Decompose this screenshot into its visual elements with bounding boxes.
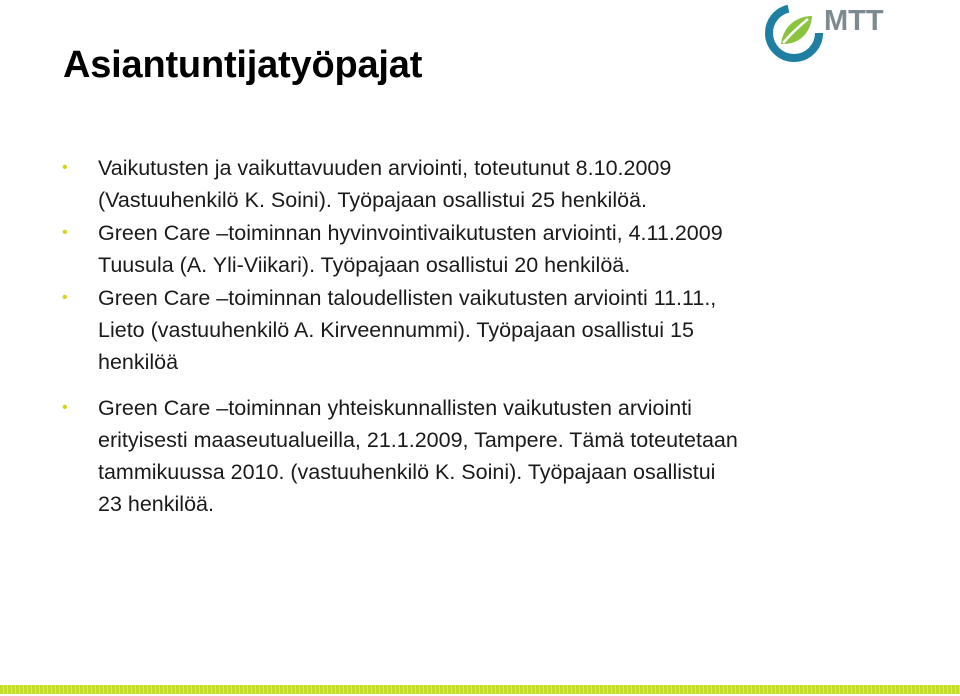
bullet-marker-icon: • [62, 159, 68, 176]
bullet-1-line-1: Vaikutusten ja vaikuttavuuden arviointi, toteutunut 8.10.2009 [98, 156, 672, 180]
logo-text: MTT [824, 5, 884, 37]
bullet-4-line-1: Green Care –toiminnan yhteiskunnallisten vaikutusten arviointi [98, 396, 692, 420]
bullet-list [62, 152, 932, 521]
bullet-3-line-2: Lieto (vastuuhenkilö A. Kirveennummi). Työpajaan osallistui 15 [98, 318, 694, 342]
slide-title: Asiantuntijatyöpajat [63, 44, 423, 86]
bullet-marker-icon: • [62, 399, 68, 416]
bullet-marker-icon: • [62, 289, 68, 306]
bullet-4-line-3: tammikuussa 2010. (vastuuhenkilö K. Soini). Työpajaan osallistui [98, 460, 716, 484]
bullet-4-line-4: 23 henkilöä. [98, 492, 214, 516]
bullet-4-line-2: erityisesti maaseutualueilla, 21.1.2009, Tampere. Tämä toteutetaan [98, 428, 738, 452]
bullet-item-4 [62, 392, 932, 520]
bullet-item-1 [62, 152, 932, 216]
bullet-3-line-1: Green Care –toiminnan taloudellisten vaikutusten arviointi 11.11., [98, 286, 717, 310]
bottom-decorative-stripe [0, 685, 960, 694]
bullet-item-3 [62, 282, 932, 378]
bullet-marker-icon: • [62, 224, 68, 241]
bullet-1-line-2: (Vastuuhenkilö K. Soini). Työpajaan osallistui 25 henkilöä. [98, 188, 647, 212]
mtt-logo [764, 0, 924, 66]
bullet-item-2 [62, 217, 932, 281]
bullet-3-line-3: henkilöä [98, 350, 179, 374]
bullet-2-line-2: Tuusula (A. Yli-Viikari). Työpajaan osallistui 20 henkilöä. [98, 253, 631, 277]
bullet-2-line-1: Green Care –toiminnan hyvinvointivaikutusten arviointi, 4.11.2009 [98, 221, 723, 245]
